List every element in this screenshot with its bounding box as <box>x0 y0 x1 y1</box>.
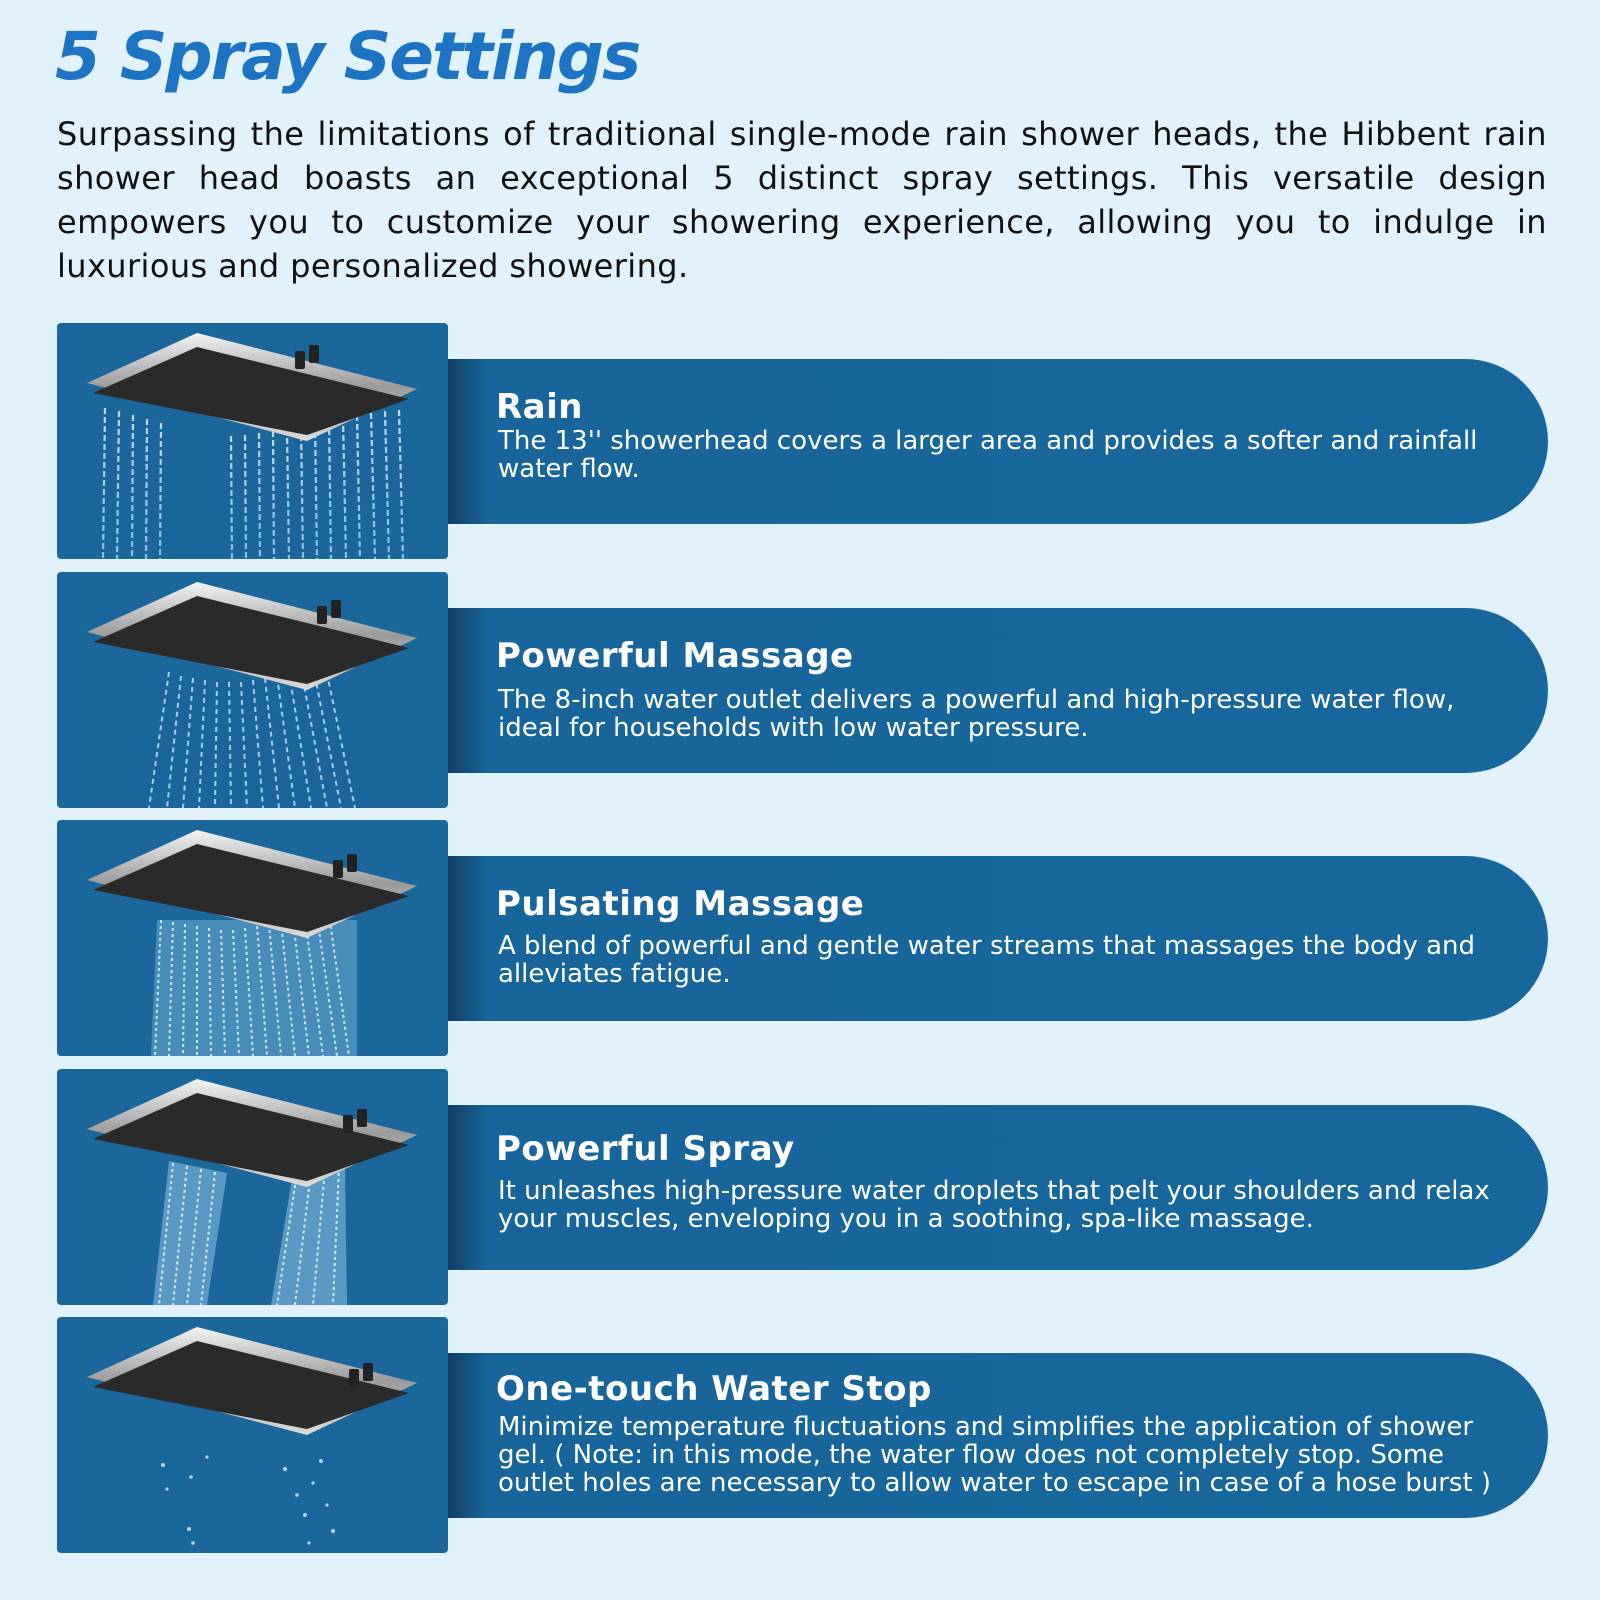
mode-description: A blend of powerful and gentle water streams that massages the body and alleviates fatigue. <box>498 931 1476 989</box>
mode-row-water-stop <box>0 1317 1600 1553</box>
intro-paragraph: Surpassing the limitations of traditional single-mode rain shower heads, the Hibbent rain shower head boasts an exceptional 5 distinct spray settings. This versatile design empowers you to customize your showering experience, allowing you to indulge in luxurious and personalized showering. <box>57 115 1547 285</box>
mode-row-pulsating-massage <box>0 820 1600 1056</box>
mode-title: One-touch Water Stop <box>496 1369 932 1409</box>
pulsating-spray-shower-head-icon <box>57 820 448 1056</box>
powerful-spray-shower-head-icon <box>57 1069 448 1305</box>
mode-row-rain <box>0 323 1600 559</box>
mode-description: The 8-inch water outlet delivers a powerful and high-pressure water flow, ideal for households with low water pressure. <box>498 685 1455 743</box>
water-stop-shower-head-icon <box>57 1317 448 1553</box>
rain-spray-shower-head-icon <box>57 323 448 559</box>
mode-title: Powerful Spray <box>496 1129 795 1169</box>
massage-spray-shower-head-icon <box>57 572 448 808</box>
mode-title: Rain <box>496 387 583 427</box>
mode-title: Pulsating Massage <box>496 884 865 924</box>
mode-title: Powerful Massage <box>496 636 854 676</box>
mode-description: It unleashes high-pressure water droplets that pelt your shoulders and relax your muscles, enveloping you in a soothing, spa-like massage. <box>498 1176 1490 1234</box>
mode-description: Minimize temperature fluctuations and simplifies the application of shower gel. ( Note: in this mode, the water flow does not completely stop. Some outlet holes are necessary to allow water to escape in case of a hose burst ) <box>498 1412 1492 1498</box>
mode-row-powerful-spray <box>0 1069 1600 1305</box>
page-title: 5 Spray Settings <box>55 18 640 95</box>
mode-description: The 13'' showerhead covers a larger area and provides a softer and rainfall water flow. <box>498 426 1478 484</box>
mode-row-powerful-massage <box>0 572 1600 808</box>
